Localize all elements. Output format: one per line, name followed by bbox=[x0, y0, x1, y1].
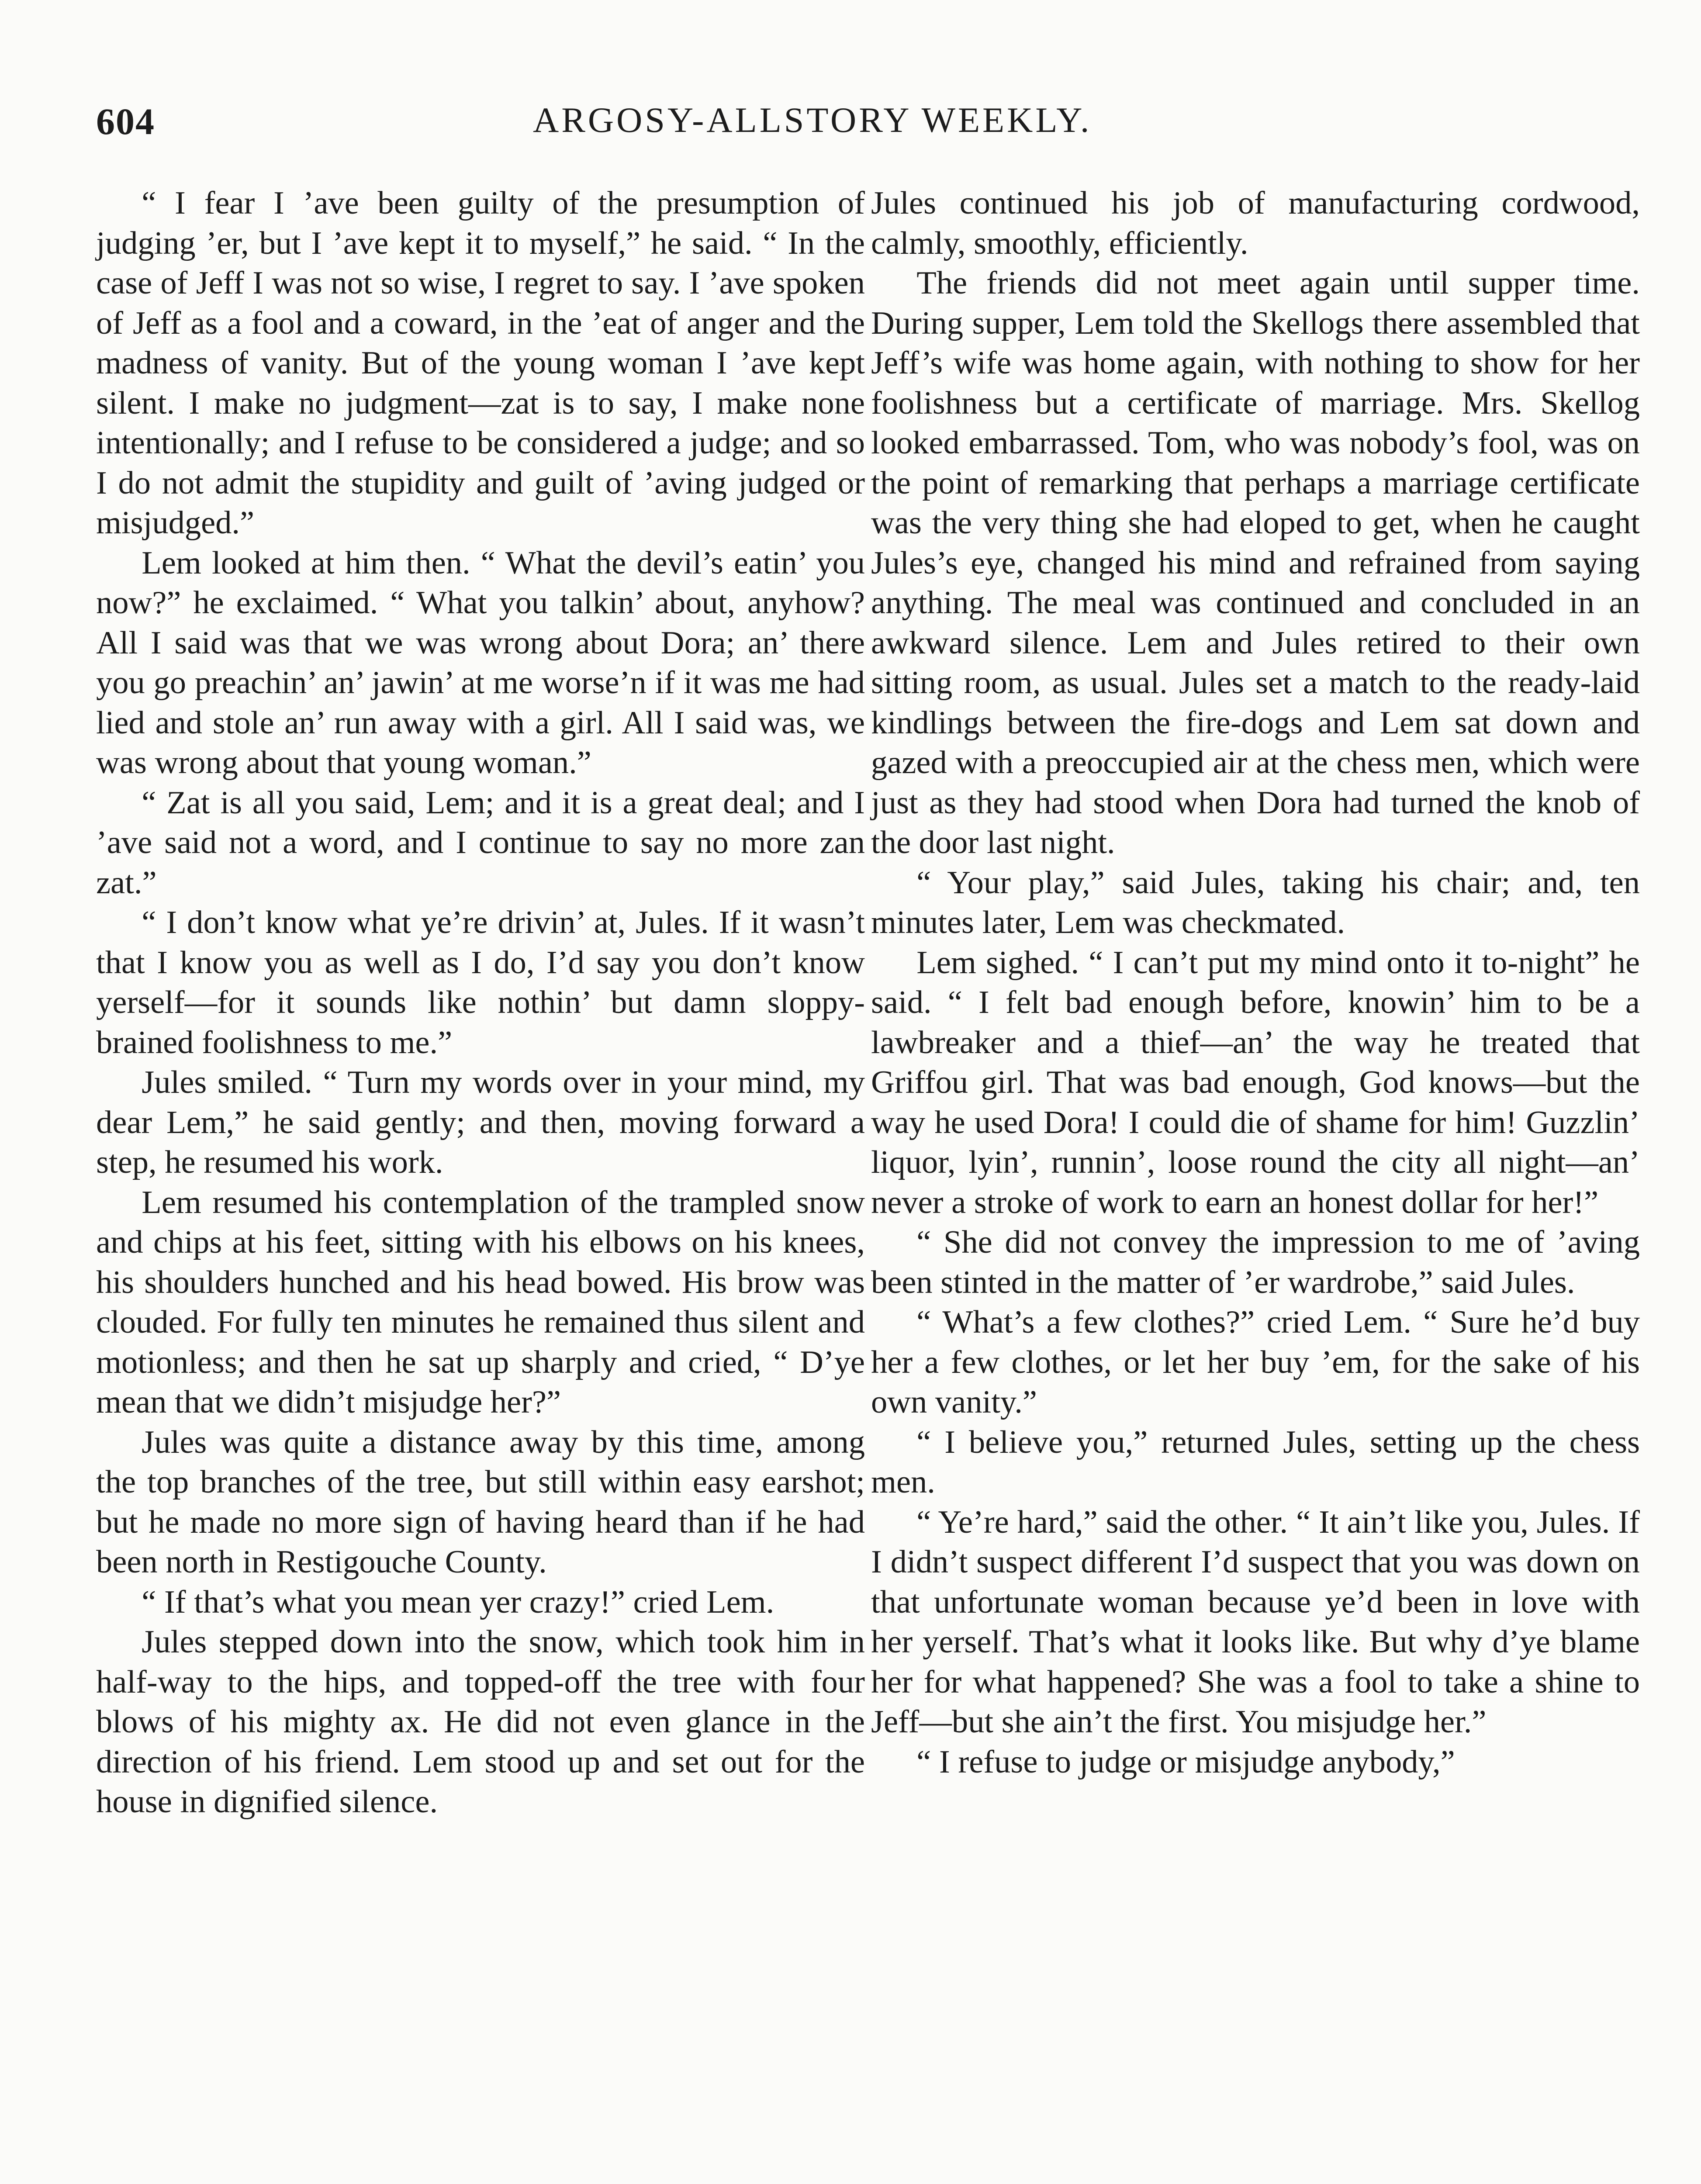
left-column bbox=[96, 183, 865, 1822]
running-title: ARGOSY-ALLSTORY WEEKLY. bbox=[533, 100, 1092, 140]
page-number: 604 bbox=[96, 100, 155, 142]
paragraph: Jules stepped down into the snow, which took him in half-way to the hips, and topped-off the tree with four blows of his mighty ax. He did not even glance in the direction of his friend. Lem stood up and set out for the house in dignified silence. bbox=[96, 1624, 865, 1820]
paragraph: “ Zat is all you said, Lem; and it is a great deal; and I ’ave said not a word, and I continue to say no more zan zat.” bbox=[96, 784, 865, 901]
page-header bbox=[0, 100, 1701, 152]
paragraph: Lem resumed his contemplation of the trampled snow and chips at his feet, sitting with his elbows on his knees, his shoulders hunched and his head bowed. His brow was clouded. For fully ten minutes he remained thus silent and motionless; and then he sat up sharply and cried, “ D’ye mean that we didn’t misjudge her?” bbox=[96, 1184, 865, 1420]
paragraph: Lem sighed. “ I can’t put my mind onto it to-night” he said. “ I felt bad enough before, knowin’ him to be a lawbreaker and a thief—an’ the way he treated that Griffou girl. That was bad enough, God knows—but the way he used Dora! I could die of shame for him! Guzzlin’ liquor, lyin’, runnin’, loose round the city all night—an’ never a stroke of work to earn an honest dollar for her!” bbox=[871, 944, 1640, 1220]
paragraph: “ I don’t know what ye’re drivin’ at, Jules. If it wasn’t that I know you as well as I do, I’d say you don’t know yerself—for it sounds like nothin’ but damn sloppy-brained foolishness to me.” bbox=[96, 905, 865, 1061]
paragraph: “ I fear I ’ave been guilty of the presumption of judging ’er, but I ’ave kept it to myself,” he said. “ In the case of Jeff I was not so wise, I regret to say. I ’ave spoken of Jeff as a fool and a coward, in the ’eat of anger and the madness of vanity. But of the young woman I ’ave kept silent. I make no judgment—zat is to say, I make none intentionally; and I refuse to be considered a judge; and so I do not admit the stupidity and guilt of ’aving judged or misjudged.” bbox=[96, 185, 865, 541]
paragraph: “ I believe you,” returned Jules, setting up the chess men. bbox=[871, 1424, 1640, 1500]
paragraph: The friends did not meet again until supper time. During supper, Lem told the Skellogs there assembled that Jeff’s wife was home again, with nothing to show for her foolishness but a certificate of marriage. Mrs. Skellog looked embarrassed. Tom, who was nobody’s fool, was on the point of remarking that perhaps a marriage certificate was the very thing she had eloped to get, when he caught Jules’s eye, changed his mind and refrained from saying anything. The meal was continued and concluded in an awkward silence. Lem and Jules retired to their own sitting room, as usual. Jules set a match to the ready-laid kindlings between the fire-dogs and Lem sat down and gazed with a preoccupied air at the chess men, which were just as they had stood when Dora had turned the knob of the door last night. bbox=[871, 265, 1640, 860]
paragraph: Jules was quite a distance away by this time, among the top branches of the tree, but still within easy earshot; but he made no more sign of having heard than if he had been north in Restigouche County. bbox=[96, 1424, 865, 1580]
paragraph: Lem looked at him then. “ What the devil’s eatin’ you now?” he exclaimed. “ What you talkin’ about, anyhow? All I said was that we was wrong about Dora; an’ there you go preachin’ an’ jawin’ at me worse’n if it was me had lied and stole an’ run away with a girl. All I said was, we was wrong about that young woman.” bbox=[96, 545, 865, 781]
paragraph: “ Your play,” said Jules, taking his chair; and, ten minutes later, Lem was checkmated. bbox=[871, 864, 1640, 940]
paragraph: “ I refuse to judge or misjudge anybody,” bbox=[916, 1744, 1455, 1780]
paragraph: “ She did not convey the impression to me of ’aving been stinted in the matter of ’er wardrobe,” said Jules. bbox=[871, 1224, 1640, 1300]
paragraph-continuation: Jules continued his job of manufacturing cordwood, calmly, smoothly, efficiently. bbox=[871, 185, 1640, 261]
paragraph: Jules smiled. “ Turn my words over in your mind, my dear Lem,” he said gently; and then, moving forward a step, he resumed his work. bbox=[96, 1064, 865, 1180]
right-column bbox=[871, 183, 1640, 1782]
paragraph: “ If that’s what you mean yer crazy!” cried Lem. bbox=[142, 1584, 774, 1620]
paragraph: “ Ye’re hard,” said the other. “ It ain’t like you, Jules. If I didn’t suspect different I’d suspect that you was down on that unfortunate woman because ye’d been in love with her yerself. That’s what it looks like. But why d’ye blame her for what happened? She was a fool to take a shine to Jeff—but she ain’t the first. You misjudge her.” bbox=[871, 1504, 1640, 1740]
paragraph: “ What’s a few clothes?” cried Lem. “ Sure he’d buy her a few clothes, or let her buy ’em, for the sake of his own vanity.” bbox=[871, 1304, 1640, 1420]
